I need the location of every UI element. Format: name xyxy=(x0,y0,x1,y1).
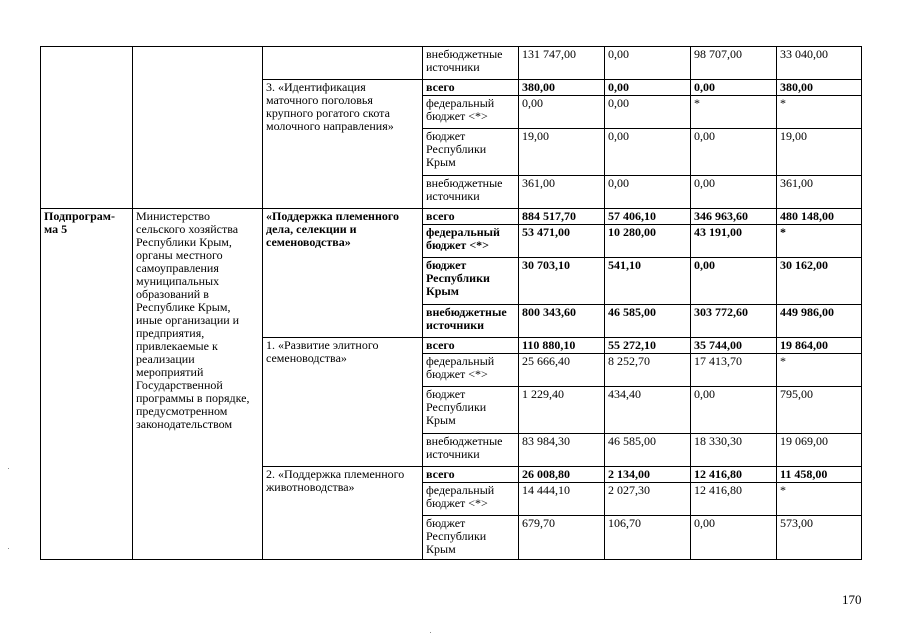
funding-source: бюджет Республики Крым xyxy=(423,258,519,305)
funding-source: федеральный бюджет <*> xyxy=(423,483,519,516)
year-2022-value: 346 963,60 xyxy=(691,209,777,225)
measure-cell xyxy=(263,47,423,80)
year-2022-value: 0,00 xyxy=(691,176,777,209)
total-value: 800 343,60 xyxy=(519,305,605,338)
total-value: 1 229,40 xyxy=(519,387,605,434)
funding-table xyxy=(40,46,862,560)
page-number: 170 xyxy=(842,592,862,607)
year-2022-value: 0,00 xyxy=(691,258,777,305)
year-2023-value: 361,00 xyxy=(777,176,862,209)
total-value: 361,00 xyxy=(519,176,605,209)
funding-source: бюджет Республики Крым xyxy=(423,387,519,434)
year-2022-value: 0,00 xyxy=(691,129,777,176)
subprogram-status: Подпрограм-ма 5 xyxy=(41,209,133,560)
year-2023-value: 19 864,00 xyxy=(777,338,862,354)
scan-speck xyxy=(430,632,431,633)
year-2022-value: 17 413,70 xyxy=(691,354,777,387)
total-value: 26 008,80 xyxy=(519,467,605,483)
year-2021-value: 8 252,70 xyxy=(605,354,691,387)
year-2023-value: * xyxy=(777,96,862,129)
year-2022-value: 18 330,30 xyxy=(691,434,777,467)
executor-cell xyxy=(133,47,263,209)
year-2023-value: 795,00 xyxy=(777,387,862,434)
year-2023-value: 30 162,00 xyxy=(777,258,862,305)
year-2023-value: 480 148,00 xyxy=(777,209,862,225)
year-2021-value: 46 585,00 xyxy=(605,305,691,338)
funding-source: внебюджетные источники xyxy=(423,305,519,338)
funding-source: всего xyxy=(423,209,519,225)
year-2023-value: * xyxy=(777,354,862,387)
total-value: 25 666,40 xyxy=(519,354,605,387)
funding-source: федеральный бюджет <*> xyxy=(423,96,519,129)
total-value: 131 747,00 xyxy=(519,47,605,80)
year-2023-value: 19,00 xyxy=(777,129,862,176)
year-2021-value: 0,00 xyxy=(605,176,691,209)
funding-source: федеральный бюджет <*> xyxy=(423,225,519,258)
scan-speck xyxy=(8,468,9,469)
year-2023-value: 19 069,00 xyxy=(777,434,862,467)
year-2021-value: 57 406,10 xyxy=(605,209,691,225)
year-2023-value: 449 986,00 xyxy=(777,305,862,338)
funding-source: внебюджетные источники xyxy=(423,434,519,467)
year-2021-value: 0,00 xyxy=(605,129,691,176)
year-2022-value: 12 416,80 xyxy=(691,483,777,516)
year-2021-value: 541,10 xyxy=(605,258,691,305)
measure-title: 2. «Поддержка племенного животноводства» xyxy=(263,467,423,560)
year-2022-value: 43 191,00 xyxy=(691,225,777,258)
table-row xyxy=(41,209,862,225)
funding-source: бюджет Республики Крым xyxy=(423,516,519,560)
funding-source: внебюджетные источники xyxy=(423,176,519,209)
year-2022-value: 12 416,80 xyxy=(691,467,777,483)
status-cell xyxy=(41,47,133,209)
total-value: 14 444,10 xyxy=(519,483,605,516)
year-2021-value: 2 027,30 xyxy=(605,483,691,516)
year-2023-value: 380,00 xyxy=(777,80,862,96)
year-2023-value: * xyxy=(777,483,862,516)
scan-speck xyxy=(8,548,9,549)
total-value: 679,70 xyxy=(519,516,605,560)
funding-source: всего xyxy=(423,467,519,483)
funding-source: бюджет Республики Крым xyxy=(423,129,519,176)
year-2021-value: 46 585,00 xyxy=(605,434,691,467)
total-value: 19,00 xyxy=(519,129,605,176)
year-2022-value: 0,00 xyxy=(691,387,777,434)
funding-source: федеральный бюджет <*> xyxy=(423,354,519,387)
year-2021-value: 0,00 xyxy=(605,96,691,129)
total-value: 30 703,10 xyxy=(519,258,605,305)
measure-title: 1. «Развитие элитного семеноводства» xyxy=(263,338,423,467)
year-2021-value: 55 272,10 xyxy=(605,338,691,354)
year-2023-value: 573,00 xyxy=(777,516,862,560)
year-2021-value: 10 280,00 xyxy=(605,225,691,258)
year-2023-value: 11 458,00 xyxy=(777,467,862,483)
year-2022-value: * xyxy=(691,96,777,129)
total-value: 0,00 xyxy=(519,96,605,129)
total-value: 110 880,10 xyxy=(519,338,605,354)
year-2021-value: 0,00 xyxy=(605,47,691,80)
year-2022-value: 303 772,60 xyxy=(691,305,777,338)
year-2022-value: 98 707,00 xyxy=(691,47,777,80)
funding-source: всего xyxy=(423,338,519,354)
total-value: 380,00 xyxy=(519,80,605,96)
funding-source: внебюджетные источники xyxy=(423,47,519,80)
year-2021-value: 2 134,00 xyxy=(605,467,691,483)
year-2021-value: 106,70 xyxy=(605,516,691,560)
subprogram-title: «Поддержка племенного дела, селекции и семеноводства» xyxy=(263,209,423,338)
year-2021-value: 0,00 xyxy=(605,80,691,96)
total-value: 884 517,70 xyxy=(519,209,605,225)
year-2022-value: 35 744,00 xyxy=(691,338,777,354)
funding-source: всего xyxy=(423,80,519,96)
year-2022-value: 0,00 xyxy=(691,80,777,96)
year-2022-value: 0,00 xyxy=(691,516,777,560)
measure-title: 3. «Идентификация маточного поголовья крупного рогатого скота молочного направления» xyxy=(263,80,423,209)
table-row xyxy=(41,47,862,80)
year-2023-value: * xyxy=(777,225,862,258)
executor-text: Министерство сельского хозяйства Республики Крым, органы местного самоуправления муниципальных образований в Республике Крым, иные организации и предприятия, привлекаемые к реализации мероприятий Государственной программы в порядке, предусмотренном законодательством xyxy=(133,209,263,560)
year-2021-value: 434,40 xyxy=(605,387,691,434)
year-2023-value: 33 040,00 xyxy=(777,47,862,80)
total-value: 53 471,00 xyxy=(519,225,605,258)
total-value: 83 984,30 xyxy=(519,434,605,467)
